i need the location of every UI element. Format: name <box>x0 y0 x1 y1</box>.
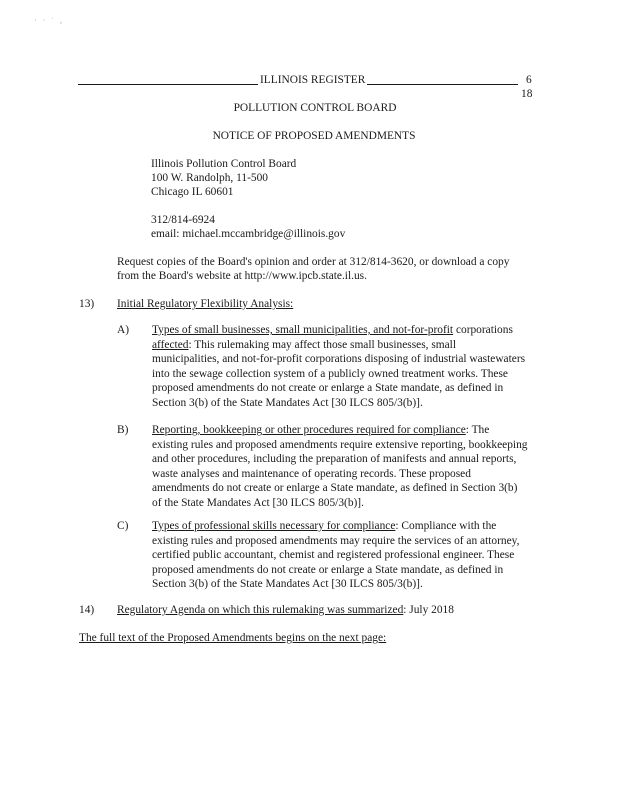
contact-phone: 312/814-6924 <box>151 214 215 226</box>
item-text-line <box>152 338 456 353</box>
item-text: proposed amendments do not create or enlarge a State mandate, as defined in <box>152 563 504 576</box>
item-text: into the sewage collection system of a publicly owned treatment works. These <box>152 367 508 380</box>
item-text: of the State Mandates Act [30 ILCS 805/3(b)]. <box>152 497 364 509</box>
item-label: A) <box>117 324 130 336</box>
item-text: Section 3(b) of the State Mandates Act [30 ILCS 805/3(b)]. <box>152 397 423 409</box>
contact-line: 100 W. Randolph, 11-500 <box>151 172 268 184</box>
item-text: Section 3(b) of the State Mandates Act [30 ILCS 805/3(b)]. <box>152 578 423 591</box>
register-title: ILLINOIS REGISTER <box>260 74 366 86</box>
item-text-line <box>152 423 489 438</box>
item-text-line <box>152 496 364 511</box>
item-heading: affected <box>152 338 189 351</box>
item-text: certified public accountant, chemist and registered professional engineer. These <box>152 549 515 562</box>
agency-name: POLLUTION CONTROL BOARD <box>233 102 397 114</box>
item-text: existing rules and proposed amendments require extensive reporting, bookkeeping <box>152 438 528 451</box>
item-text-line <box>152 519 496 534</box>
item-text: amendments do not create or enlarge a State mandate, as defined in Section 3(b) <box>152 482 518 495</box>
footer-note: The full text of the Proposed Amendments begins on the next page: <box>79 632 387 644</box>
item-text: proposed amendments do not create or enlarge a State mandate, as defined in <box>152 382 504 395</box>
item-text-line <box>152 577 423 592</box>
item-text-line <box>152 352 525 367</box>
scan-artifact: · · ˙ , <box>34 16 64 25</box>
issue-volume: 6 <box>526 74 532 86</box>
section-14-value: : July 2018 <box>403 604 454 616</box>
item-heading: Types of small businesses, small municipalities, and not-for-profit <box>152 324 454 336</box>
item-text-line <box>152 467 471 482</box>
item-text: : The <box>465 424 490 436</box>
notice-title: NOTICE OF PROPOSED AMENDMENTS <box>212 130 416 142</box>
item-text: existing rules and proposed amendments may require the services of an attorney, <box>152 534 520 547</box>
item-text-line <box>152 323 513 338</box>
item-text: municipalities, and not-for-profit corporations disposing of industrial wastewaters <box>152 353 526 366</box>
item-text: and other procedures, including the preparation of manifests and annual reports, <box>152 453 517 466</box>
item-text-line <box>152 452 516 467</box>
item-label: B) <box>117 424 129 436</box>
item-heading: Reporting, bookkeeping or other procedures required for compliance <box>152 424 466 436</box>
request-line: from the Board's website at http://www.ipcb.state.il.us. <box>117 270 367 282</box>
item-text-line <box>152 396 423 411</box>
item-label: C) <box>117 520 129 532</box>
item-text-line <box>152 481 517 496</box>
contact-email: email: michael.mccambridge@illinois.gov <box>151 228 346 240</box>
item-text: waste analyses and maintenance of operating records. These proposed <box>152 467 471 480</box>
item-heading: Types of professional skills necessary for compliance <box>152 520 396 532</box>
request-line: Request copies of the Board's opinion and order at 312/814-3620, or download a copy <box>117 256 510 268</box>
section-14-number: 14) <box>79 604 95 616</box>
item-text-line <box>152 381 503 396</box>
item-text: corporations <box>453 324 513 336</box>
section-13-number: 13) <box>79 298 95 310</box>
item-text-line <box>152 563 503 578</box>
item-text-line <box>152 367 508 382</box>
section-13-heading: Initial Regulatory Flexibility Analysis: <box>117 298 294 310</box>
section-14-heading: Regulatory Agenda on which this rulemaking was summarized <box>117 604 404 616</box>
issue-number: 18 <box>521 88 533 100</box>
item-text-line <box>152 548 514 563</box>
item-text-line <box>152 534 519 549</box>
item-text-line <box>152 438 527 453</box>
section-14-line <box>117 603 454 618</box>
contact-line: Illinois Pollution Control Board <box>151 158 297 170</box>
item-text: : Compliance with the <box>395 520 497 532</box>
contact-line: Chicago IL 60601 <box>151 186 234 198</box>
item-text: : This rulemaking may affect those small businesses, small <box>188 338 456 351</box>
